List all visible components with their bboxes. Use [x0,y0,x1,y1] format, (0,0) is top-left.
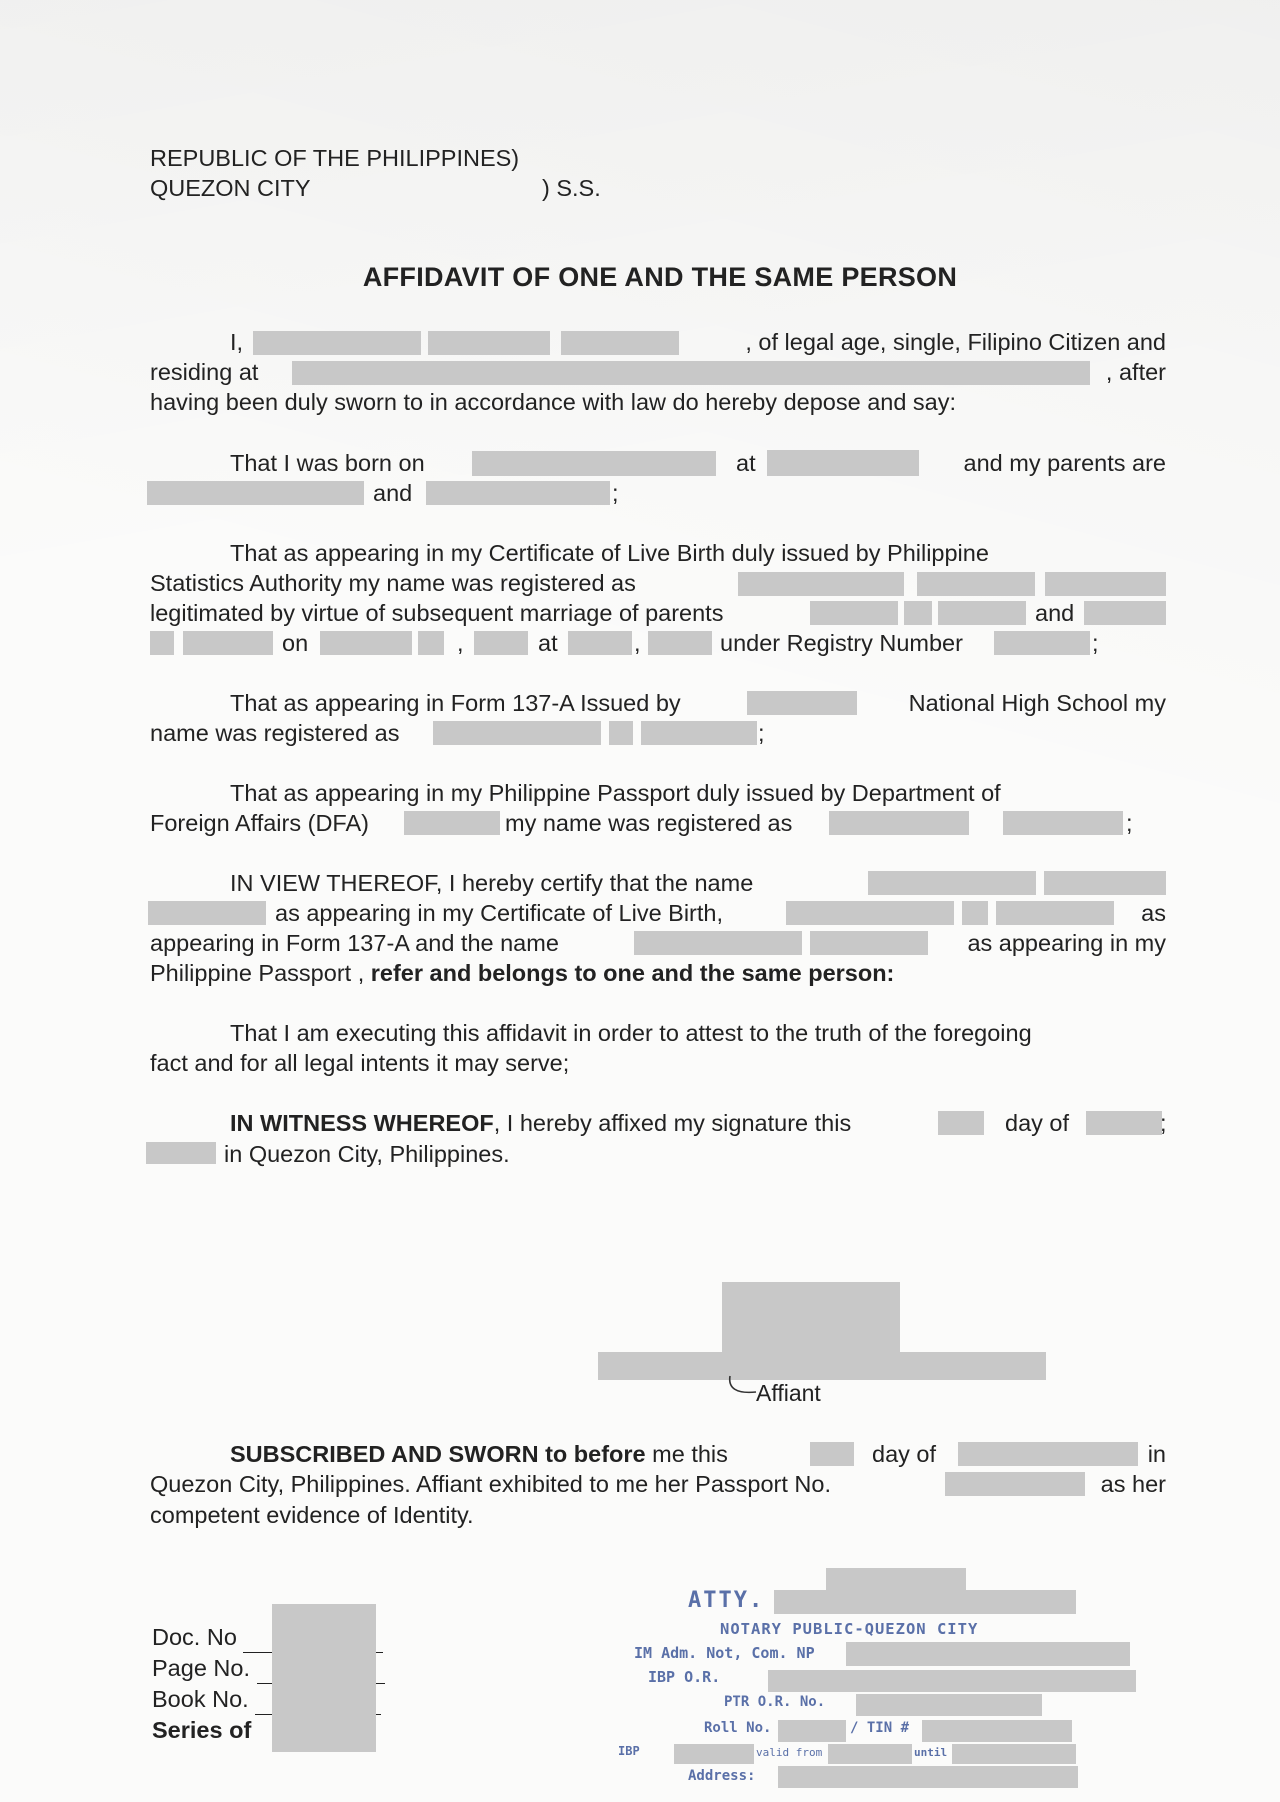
p8-e: in Quezon City, Philippines. [224,1141,510,1167]
redaction-valid-from [828,1744,912,1764]
p3-h: , [634,630,641,656]
redaction-tin [922,1720,1072,1742]
stamp-notary-public: NOTARY PUBLIC-QUEZON CITY [720,1620,979,1638]
p5-c: my name was registered as [505,810,793,836]
redaction-address [292,361,1090,385]
p1-line2 [150,357,1166,387]
redaction-roll-no [778,1720,846,1742]
redaction-birth-place [767,450,919,476]
header-city [150,173,1166,203]
redaction-notary-name [774,1590,1076,1614]
redaction-doc-numbers [272,1604,376,1752]
header-city-name: QUEZON CITY [150,175,311,201]
p9-c: day of [872,1441,937,1467]
redaction-cert-name-c [148,901,266,925]
p2-e: ; [612,480,619,506]
p3-j: ; [1092,630,1099,656]
redaction-form-name-b [962,901,988,925]
redaction-marriage-date-b [418,631,444,655]
series-label: Series of [152,1717,252,1743]
doc-no-label: Doc. No [152,1624,237,1650]
redaction-marriage-date-a [320,631,412,655]
stamp-ibp: IBP O.R. [648,1668,721,1686]
redaction-form137-first [433,721,601,745]
redaction-parent-2a [1084,601,1166,625]
p8-c: day of [1005,1110,1070,1136]
p6-line4 [150,958,1166,988]
stamp-ptr: PTR O.R. No. [724,1694,826,1710]
p9-g: competent evidence of Identity. [150,1502,474,1528]
p4-d: ; [758,720,765,746]
p3-c: legitimated by virtue of subsequent marriage of parents [150,600,724,626]
p2-d: and [373,480,413,506]
p1-i: I, [230,329,244,355]
stamp-roll: Roll No. [704,1720,772,1736]
p3-g: at [538,630,558,656]
p6-a: IN VIEW THEREOF, I hereby certify that the name [230,870,754,896]
redaction-school-name [747,691,857,715]
p5-line2 [150,808,1166,838]
redaction-registry-number [994,631,1090,655]
p1-c: , after [1105,359,1166,385]
p3-f: , [457,630,464,656]
redaction-marriage-place-b [648,631,712,655]
redaction-passport-no [945,1472,1085,1496]
p2-b: at [736,450,756,476]
redaction-last-name [561,331,679,355]
stamp-ibp2: IBP [618,1744,640,1758]
redaction-marriage-year [474,631,528,655]
redaction-parent-1b [904,601,932,625]
p6-c: as [1141,900,1166,926]
redaction-first-name [253,331,421,355]
redaction-jurat-month [958,1442,1138,1466]
redaction-pass-name-a [634,931,802,955]
p6-b: as appearing in my Certificate of Live Birth, [275,900,724,926]
p5-a: That as appearing in my Philippine Passport duly issued by Department of [230,780,1001,806]
affiant-label: Affiant [756,1380,821,1406]
p3-line3 [150,598,1166,628]
p9-b: me this [645,1441,728,1467]
redaction-cert-name-b [1044,871,1166,895]
p3-line2 [150,568,1166,598]
redaction-marriage-place-a [568,631,632,655]
redaction-parent-1c [938,601,1026,625]
stamp-adm: IM Adm. Not, Com. NP [634,1644,815,1662]
p3-e: on [282,630,309,656]
stamp-tin: / TIN # [850,1720,910,1736]
p7-a: That I am executing this affidavit in order to attest to the truth of the foregoing [230,1020,1032,1046]
stamp-atty: ATTY. [688,1588,765,1613]
redaction-adm-no [846,1642,1130,1666]
p3-b: Statistics Authority my name was registered as [150,570,636,596]
p6-g: refer and belongs to one and the same person: [370,960,895,986]
p7-b: fact and for all legal intents it may serve; [150,1050,570,1076]
redaction-parent-2c [183,631,273,655]
p3-i: under Registry Number [720,630,963,656]
p9-a: SUBSCRIBED AND SWORN to before [230,1441,646,1467]
p6-f: Philippine Passport , [150,960,365,986]
redaction-valid-until [952,1744,1076,1764]
redaction-cert-name-a [868,871,1036,895]
redaction-birth-last-name [1045,572,1166,596]
redaction-form-name-c [996,901,1114,925]
p9-line2 [150,1469,1166,1499]
stamp-valid: valid from [756,1746,823,1759]
p2-a: That I was born on [230,450,425,476]
p3-a: That as appearing in my Certificate of Live Birth duly issued by Philippine [230,540,989,566]
p8-d: ; [1160,1110,1167,1136]
redaction-notary-address [778,1766,1078,1788]
redaction-birth-date [472,451,716,476]
p5-d: ; [1126,810,1133,836]
p3-d: and [1035,600,1075,626]
redaction-birth-middle-name [917,572,1035,596]
redaction-jurat-day [810,1442,854,1466]
header-republic: REPUBLIC OF THE PHILIPPINES) [150,145,520,171]
redaction-ibp-or [768,1670,1136,1692]
redaction-dfa-office [404,811,500,835]
redaction-sign-year [146,1142,216,1164]
p6-e: as appearing in my [967,930,1166,956]
p4-b: National High School my [908,690,1166,716]
p9-e: Quezon City, Philippines. Affiant exhibited to me her Passport No. [150,1471,831,1497]
stamp-address: Address: [688,1768,756,1784]
redaction-father-name [147,481,364,505]
document-title: AFFIDAVIT OF ONE AND THE SAME PERSON [362,262,958,292]
redaction-sign-day [938,1111,984,1135]
redaction-mother-name [426,481,610,505]
p5-b: Foreign Affairs (DFA) [150,810,369,836]
redaction-sign-month [1086,1111,1162,1135]
p4-a: That as appearing in Form 137-A Issued by [230,690,681,716]
book-no-label: Book No. [152,1686,249,1712]
redaction-parent-1a [810,601,898,625]
p2-c: and my parents are [963,450,1166,476]
p1-a: , of legal age, single, Filipino Citizen and [745,329,1166,355]
redaction-ibp2 [674,1744,754,1764]
p4-c: name was registered as [150,720,400,746]
stamp-until: until [914,1746,948,1759]
p1-d: having been duly sworn to in accordance with law do hereby depose and say: [150,389,957,415]
p4-line2 [150,718,1166,748]
redaction-form137-middle [609,721,633,745]
redaction-ptr-no [856,1694,1042,1716]
p1-b: residing at [150,359,259,385]
redaction-form-name-a [786,901,954,925]
p9-f: as her [1100,1471,1166,1497]
p6-line3 [150,928,1166,958]
page-no-label: Page No. [152,1655,250,1681]
redaction-notary-top [826,1568,966,1592]
header-ss: ) S.S. [542,175,601,201]
p8-a: IN WITNESS WHEREOF [230,1110,494,1136]
redaction-pass-name-b [810,931,928,955]
redaction-middle-name [428,331,550,355]
redaction-affiant-name [598,1352,1046,1380]
redaction-form137-last [641,721,757,745]
p9-d: in [1147,1441,1166,1467]
redaction-passport-last [1003,811,1123,835]
p8-b: , I hereby affixed my signature this [493,1110,852,1136]
redaction-passport-first [829,811,969,835]
redaction-birth-first-name [738,572,904,596]
redaction-parent-2b [150,631,174,655]
p6-d: appearing in Form 137-A and the name [150,930,559,956]
